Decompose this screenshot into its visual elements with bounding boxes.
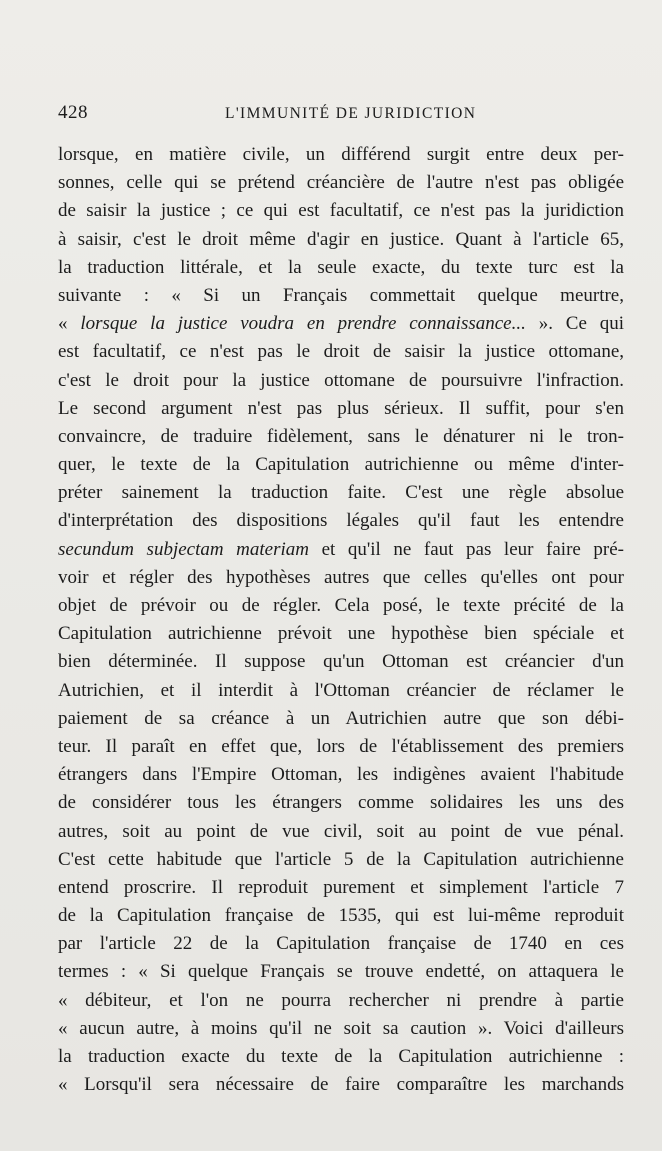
text-line — [58, 733, 624, 761]
text-segment: Le second argument n'est pas plus sérieux. Il suffit, pour s'en — [58, 397, 624, 419]
text-line — [58, 536, 624, 564]
text-line — [58, 564, 624, 592]
text-line — [58, 874, 624, 902]
page-number: 428 — [58, 102, 88, 123]
text-line — [58, 818, 624, 846]
text-segment: « aucun autre, à moins qu'il ne soit sa caution ». Voici d'ailleurs — [58, 1017, 624, 1039]
text-line — [58, 310, 624, 338]
text-segment: paiement de sa créance à un Autrichien autre que son débi- — [58, 707, 624, 729]
text-line — [58, 451, 624, 479]
text-segment: « Lorsqu'il sera nécessaire de faire comparaître les marchands — [58, 1074, 624, 1096]
text-segment: autres, soit au point de vue civil, soit au point de vue pénal. — [58, 820, 624, 842]
text-segment: est facultatif, ce n'est pas le droit de saisir la justice ottomane, — [58, 341, 624, 363]
text-line — [58, 902, 624, 930]
text-line — [58, 958, 624, 986]
text-line — [58, 705, 624, 733]
text-segment: quer, le texte de la Capitulation autrichienne ou même d'inter- — [58, 454, 624, 476]
page-header — [58, 102, 624, 128]
text-segment: étrangers dans l'Empire Ottoman, les indigènes avaient l'habitude — [58, 764, 624, 786]
text-segment: entend proscrire. Il reproduit purement et simplement l'article 7 — [58, 876, 624, 898]
text-line — [58, 620, 624, 648]
text-line — [58, 395, 624, 423]
text-segment: préter sainement la traduction faite. C'est une règle absolue — [58, 482, 624, 504]
italic-text: lorsque la justice voudra en prendre connaissance... — [80, 313, 526, 335]
text-segment: de saisir la justice ; ce qui est facultatif, ce n'est pas la juridiction — [58, 200, 624, 222]
text-segment: bien déterminée. Il suppose qu'un Ottoman est créancier d'un — [58, 651, 624, 673]
text-segment: C'est cette habitude que l'article 5 de la Capitulation autrichienne — [58, 848, 624, 870]
text-segment: voir et régler des hypothèses autres que celles qu'elles ont pour — [58, 566, 624, 588]
text-line — [58, 367, 624, 395]
text-segment: de la Capitulation française de 1535, qui est lui-même reproduit — [58, 905, 624, 927]
text-segment: à saisir, c'est le droit même d'agir en justice. Quant à l'article 65, — [58, 228, 624, 250]
text-line — [58, 141, 624, 169]
text-line — [58, 169, 624, 197]
text-line — [58, 1043, 624, 1071]
text-segment: termes : « Si quelque Français se trouve endetté, on attaquera le — [58, 961, 624, 983]
text-line — [58, 677, 624, 705]
text-segment: et qu'il ne faut pas leur faire pré- — [309, 538, 624, 560]
text-segment: la traduction exacte du texte de la Capitulation autrichienne : — [58, 1046, 624, 1067]
text-segment: Autrichien, et il interdit à l'Ottoman créancier de réclamer le — [58, 679, 624, 701]
text-segment: « — [58, 313, 81, 335]
italic-text: secundum subjectam materiam — [58, 538, 309, 560]
text-segment: sonnes, celle qui se prétend créancière de l'autre n'est pas obligée — [58, 172, 624, 194]
text-line — [58, 423, 624, 451]
text-line — [58, 1015, 624, 1043]
text-segment: par l'article 22 de la Capitulation française de 1740 en ces — [58, 933, 624, 955]
text-segment: Capitulation autrichienne prévoit une hypothèse bien spéciale et — [58, 623, 624, 645]
text-segment: objet de prévoir ou de régler. Cela posé, le texte précité de la — [58, 595, 624, 616]
text-line — [58, 987, 624, 1015]
text-segment: teur. Il paraît en effet que, lors de l'établissement des premiers — [58, 735, 624, 757]
text-segment: « débiteur, et l'on ne pourra rechercher ni prendre à partie — [58, 989, 624, 1011]
text-line — [58, 479, 624, 507]
text-line — [58, 789, 624, 817]
text-line — [58, 1071, 624, 1099]
body-text — [58, 141, 624, 1099]
text-line — [58, 254, 624, 282]
text-line — [58, 592, 624, 620]
text-line — [58, 761, 624, 789]
text-segment: de considérer tous les étrangers comme solidaires les uns des — [58, 792, 624, 814]
text-line — [58, 648, 624, 676]
text-segment: d'interprétation des dispositions légales qu'il faut les entendre — [58, 510, 624, 532]
text-line — [58, 930, 624, 958]
text-line — [58, 846, 624, 874]
text-line — [58, 197, 624, 225]
text-segment: suivante : « Si un Français commettait quelque meurtre, — [58, 284, 624, 306]
text-segment: convaincre, de traduire fidèlement, sans le dénaturer ni le tron- — [58, 425, 624, 447]
text-segment: la traduction littérale, et la seule exacte, du texte turc est la — [58, 256, 624, 278]
text-line — [58, 507, 624, 535]
text-segment: c'est le droit pour la justice ottomane de poursuivre l'infraction. — [58, 369, 624, 391]
text-segment: ». Ce qui — [525, 313, 625, 335]
text-line — [58, 282, 624, 310]
text-line — [58, 338, 624, 366]
running-title: L'IMMUNITÉ DE JURIDICTION — [225, 105, 477, 122]
text-line — [58, 226, 624, 254]
text-segment: lorsque, en matière civile, un différend surgit entre deux per- — [58, 144, 624, 165]
